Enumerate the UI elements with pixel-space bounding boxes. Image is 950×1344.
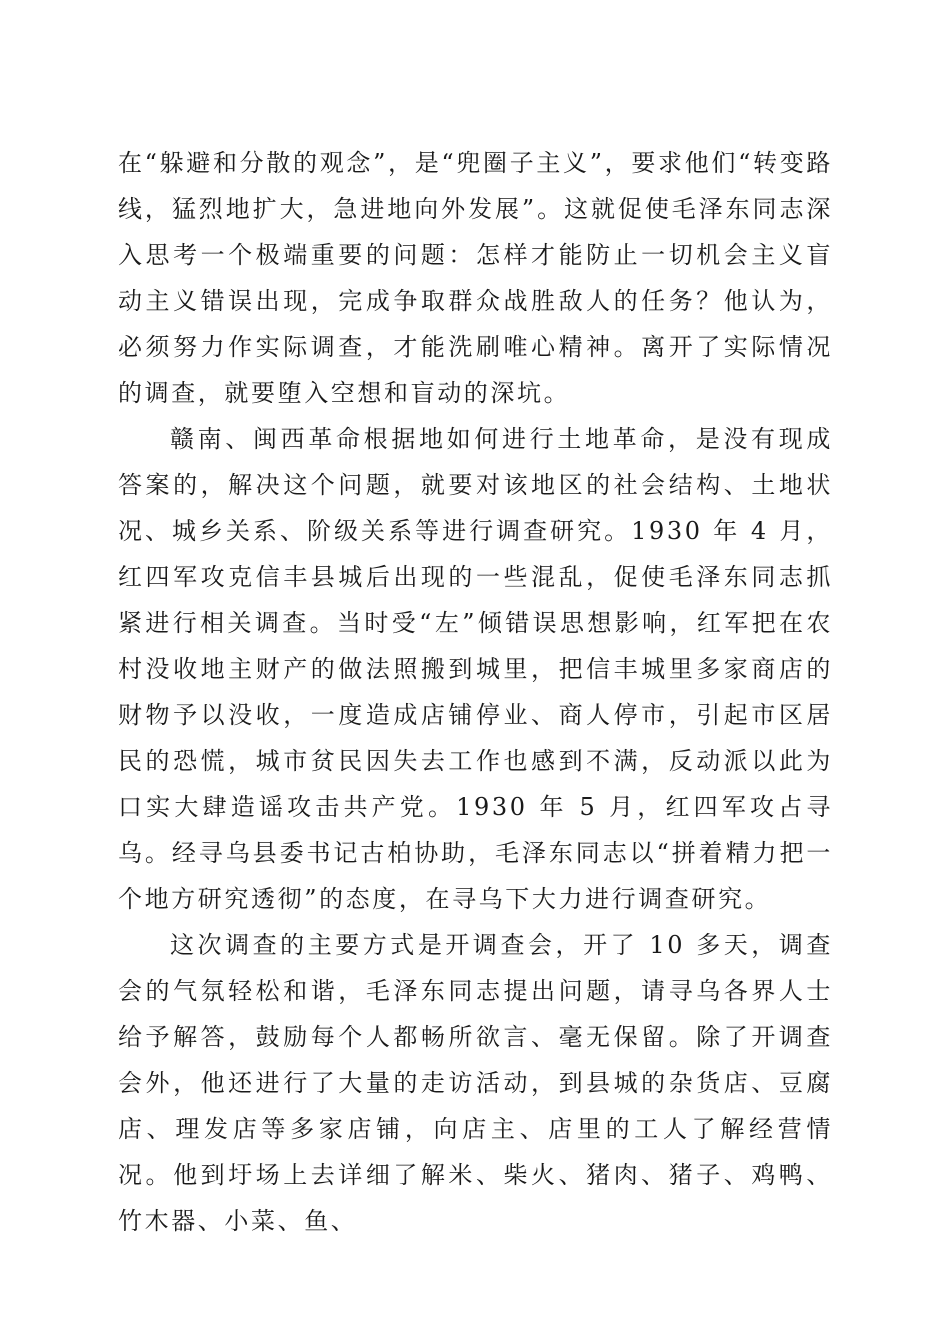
paragraph-land-revolution: 赣南、闽西革命根据地如何进行土地革命，是没有现成答案的，解决这个问题，就要对该地区的社会结构、土地状况、城乡关系、阶级关系等进行调查研究。1930 年 4 月，红四军攻克信丰县城后出现的一些混乱，促使毛泽东同志抓紧进行相关调查。当时受“左”倾错误思想影响，红军把在农村没收地主财产的做法照搬到城里，把信丰城里多家商店的财物予以没收，一度造成店铺停业、商人停市，引起市区居民的恐慌，城市贫民因失去工作也感到不满，反动派以此为口实大肆造谣攻击共产党。1930 年 5 月，红四军攻占寻乌。经寻乌县委书记古柏协助，毛泽东同志以“拼着精力把一个地方研究透彻”的态度，在寻乌下大力进行调查研究。 <box>118 425 833 913</box>
document-body <box>118 140 833 1244</box>
paragraph-investigation-meetings: 这次调查的主要方式是开调查会，开了 10 多天，调查会的气氛轻松和谐，毛泽东同志提出问题，请寻乌各界人士给予解答，鼓励每个人都畅所欲言、毫无保留。除了开调查会外，他还进行了大量的走访活动，到县城的杂货店、豆腐店、理发店等多家店铺，向店主、店里的工人了解经营情况。他到圩场上去详细了解米、柴火、猪肉、猪子、鸡鸭、竹木器、小菜、鱼、 <box>118 931 833 1235</box>
paragraph-continuation: 在“躲避和分散的观念”，是“兜圈子主义”，要求他们“转变路线，猛烈地扩大，急进地向外发展”。这就促使毛泽东同志深入思考一个极端重要的问题：怎样才能防止一切机会主义盲动主义错误出现，完成争取群众战胜敌人的任务？他认为，必须努力作实际调查，才能洗刷唯心精神。离开了实际情况的调查，就要堕入空想和盲动的深坑。 <box>118 149 833 407</box>
